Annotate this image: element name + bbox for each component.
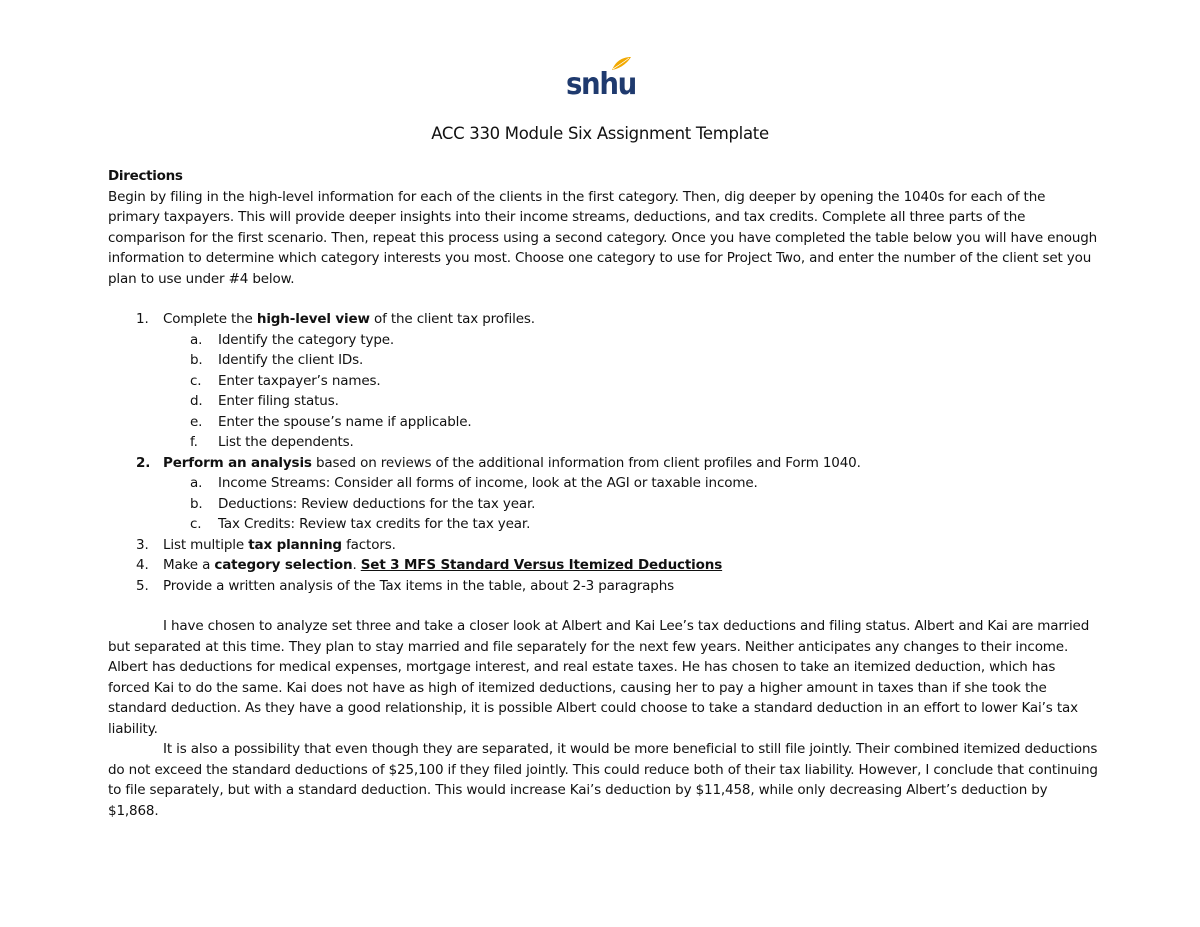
sub-text: List the dependents. [218, 434, 354, 450]
list-text: of the client tax profiles. [369, 311, 535, 327]
sub-list-item [163, 494, 1098, 515]
list-number: 2. [136, 454, 151, 471]
category-selection-value: Set 3 MFS Standard Versus Itemized Deductions [360, 557, 723, 573]
sub-list-item [163, 412, 1098, 433]
sub-list [163, 473, 1098, 535]
sub-text: Enter taxpayer’s names. [218, 372, 381, 389]
sub-list-item [163, 432, 1098, 453]
list-item-4 [108, 555, 1098, 576]
sub-text: Deductions: Review deductions for the tax year. [218, 495, 536, 512]
sub-letter: d. [190, 393, 203, 409]
list-text: based on reviews of the additional information from client profiles and Form 1040. [311, 454, 861, 471]
sub-list-item [163, 350, 1098, 371]
sub-letter: e. [190, 413, 203, 430]
sub-letter: a. [190, 331, 203, 348]
sub-letter: a. [190, 475, 203, 491]
list-bold-text: category selection [214, 557, 353, 573]
sub-list-item [163, 391, 1098, 412]
list-item-2 [108, 453, 1098, 535]
list-number: 1. [136, 311, 149, 327]
sub-list-item [163, 473, 1098, 494]
list-item-5 [108, 576, 1098, 597]
sub-letter: b. [190, 352, 203, 368]
logo-wordmark: snhu [566, 67, 636, 102]
sub-text: Tax Credits: Review tax credits for the tax year. [218, 516, 531, 532]
written-analysis [108, 616, 1098, 821]
snhu-logo [566, 56, 636, 104]
sub-text: Enter the spouse’s name if applicable. [218, 413, 472, 430]
directions-heading: Directions [108, 168, 183, 184]
directions-text: Begin by filing in the high-level information for each of the clients in the first category. Then, dig deeper by opening the 1040s for each of the primary taxpayers. This will provide deeper insights into their income streams, deductions, and tax credits. Complete all three parts of the comparison for the first scenario. Then, repeat this process using a second category. Once you have completed the table below you will have enough information to determine which category interests you most. Choose one category to use for Project Two, and enter the number of the client set you plan to use under #4 below. [108, 188, 1098, 287]
sub-letter: c. [190, 372, 202, 389]
list-item-3 [108, 535, 1098, 556]
sub-list [163, 330, 1098, 453]
document-body [108, 166, 1098, 821]
sub-text: Identify the category type. [218, 331, 395, 348]
list-item-1 [108, 309, 1098, 453]
sub-letter: c. [190, 516, 202, 532]
list-text: . [352, 557, 361, 573]
sub-letter: b. [190, 495, 203, 512]
sub-list-item [163, 330, 1098, 351]
page-title: ACC 330 Module Six Assignment Template [431, 124, 769, 143]
sub-list-item [163, 371, 1098, 392]
analysis-paragraph-1: I have chosen to analyze set three and take a closer look at Albert and Kai Lee’s tax deductions and filing status. Albert and Kai are married but separated at this time. They plan to stay married and file separately for the next few years. Neither anticipates any changes to their income. Albert has deductions for medical expenses, mortgage interest, and real estate taxes. He has chosen to take an itemized deduction, which has forced Kai to do the same. Kai does not have as high of itemized deductions, causing her to pay a higher amount in taxes than if she took the standard deduction. As they have a good relationship, it is possible Albert could choose to take a standard deduction in an effort to lower Kai’s tax liability. [108, 618, 1090, 737]
list-text: Provide a written analysis of the Tax items in the table, about 2-3 paragraphs [163, 577, 674, 594]
list-text: factors. [341, 536, 396, 553]
list-text: Complete the [163, 311, 257, 327]
sub-text: Income Streams: Consider all forms of income, look at the AGI or taxable income. [218, 475, 758, 491]
list-bold-text: high-level view [256, 311, 370, 327]
list-text: List multiple [163, 536, 249, 553]
sub-text: Enter filing status. [218, 393, 339, 409]
instruction-list [108, 309, 1098, 596]
sub-text: Identify the client IDs. [218, 352, 364, 368]
list-bold-text: tax planning [248, 536, 342, 553]
analysis-paragraph-2: It is also a possibility that even though they are separated, it would be more beneficial to still file jointly. Their combined itemized deductions do not exceed the standard deductions of $25,100 if they filed jointly. This could reduce both of their tax liability. However, I conclude that continuing to file separately, but with a standard deduction. This would increase Kai’s deduction by $11,458, while only decreasing Albert’s deduction by $1,868. [108, 741, 1098, 819]
list-bold-text: Perform an analysis [163, 454, 312, 471]
list-number: 4. [136, 557, 149, 573]
sub-list-item [163, 514, 1098, 535]
sub-letter: f. [190, 434, 198, 450]
list-number: 3. [136, 536, 149, 553]
list-number: 5. [136, 577, 149, 594]
list-text: Make a [163, 557, 215, 573]
